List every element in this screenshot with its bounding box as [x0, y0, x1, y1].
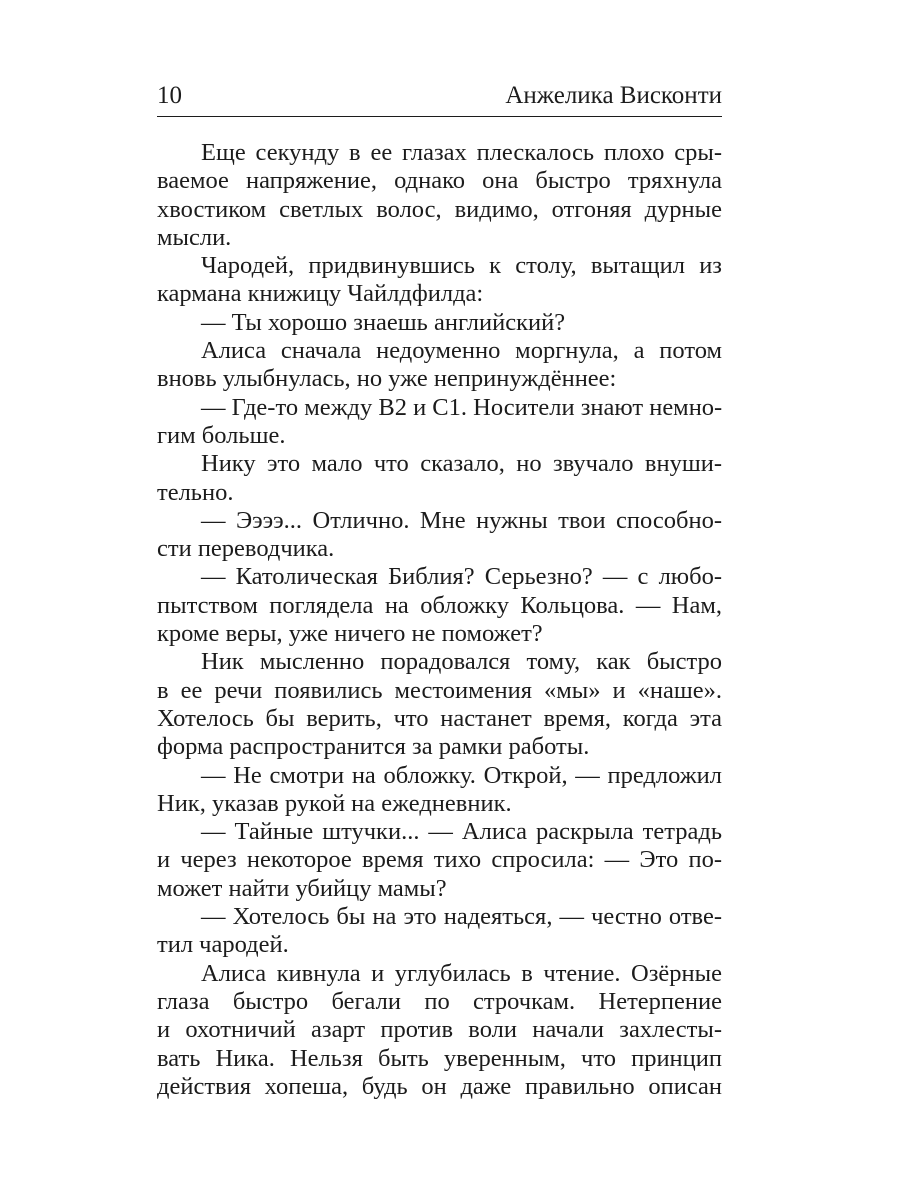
text-line: форма распространится за рамки работы.	[157, 733, 590, 761]
text-line: Ник мысленно порадовался тому, как быстро	[201, 648, 722, 676]
text-line: может найти убийцу мамы?	[157, 874, 447, 902]
text-line: — Хотелось бы на это надеяться, — честно отве-	[201, 903, 722, 931]
text-line: тельно.	[157, 478, 234, 506]
text-line: Хотелось бы верить, что настанет время, когда эта	[157, 704, 722, 732]
text-line: глаза быстро бегали по строчкам. Нетерпение	[157, 987, 722, 1015]
text-line: — Ты хорошо знаешь английский?	[201, 308, 566, 336]
text-line: — Не смотри на обложку. Открой, — предложил	[201, 761, 722, 789]
text-line: — Ээээ... Отлично. Мне нужны твои способно-	[201, 506, 722, 534]
text-line: Алиса сначала недоуменно моргнула, а потом	[201, 337, 722, 365]
text-line: хвостиком светлых волос, видимо, отгоняя дурные	[157, 195, 722, 223]
header-author: Анжелика Висконти	[505, 82, 722, 109]
text-line: тил чародей.	[157, 931, 289, 959]
text-line: пытством поглядела на обложку Кольцова. — Нам,	[157, 591, 722, 619]
text-line: — Где-то между B2 и C1. Носители знают немно-	[201, 393, 723, 421]
text-line: в ее речи появились местоимения «мы» и «наше».	[157, 676, 722, 704]
text-line: мысли.	[157, 223, 232, 251]
text-line: и через некоторое время тихо спросила: — Это по-	[157, 846, 722, 874]
text-line: вновь улыбнулась, но уже непринуждённее:	[157, 365, 617, 393]
text-line: Чародей, придвинувшись к столу, вытащил из	[201, 252, 722, 280]
text-line: Ник, указав рукой на ежедневник.	[157, 789, 512, 817]
text-line: ваемое напряжение, однако она быстро тряхнула	[157, 167, 722, 195]
text-line: Еще секунду в ее глазах плескалось плохо сры-	[201, 139, 722, 166]
text-line: Алиса кивнула и углубилась в чтение. Озёрные	[201, 959, 722, 987]
text-line: действия хопеша, будь он даже правильно описан	[157, 1072, 722, 1100]
text-line: гим больше.	[157, 421, 286, 449]
text-line: сти переводчика.	[157, 535, 335, 563]
running-head	[157, 80, 722, 117]
text-line: кроме веры, уже ничего не поможет?	[157, 620, 543, 648]
page-number: 10	[157, 82, 182, 109]
body-text	[157, 139, 722, 1101]
text-line: кармана книжицу Чайлдфилда:	[157, 280, 484, 308]
text-line: и охотничий азарт против воли начали захлесты-	[157, 1016, 722, 1044]
text-line: — Католическая Библия? Серьезно? — с любо-	[201, 563, 722, 591]
text-line: Нику это мало что сказало, но звучало внуши-	[201, 450, 722, 478]
text-line: вать Ника. Нельзя быть уверенным, что принцип	[157, 1044, 722, 1072]
text-line: — Тайные штучки... — Алиса раскрыла тетрадь	[201, 818, 722, 846]
